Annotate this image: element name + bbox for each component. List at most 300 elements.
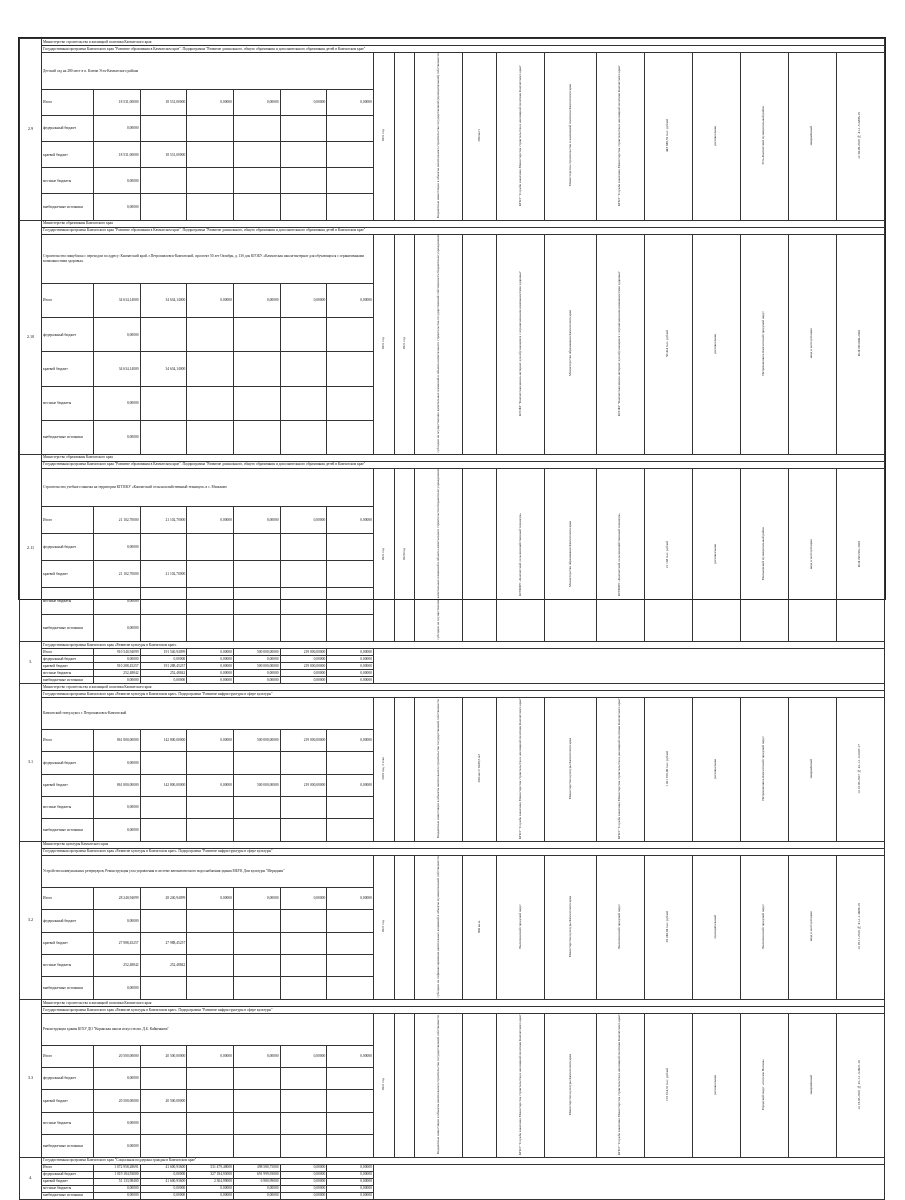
- object-attribute: от 22.05.2017 № 41-1-1-3-0107-17: [857, 743, 862, 794]
- funding-value: [327, 819, 374, 841]
- object-attribute-cell: [692, 468, 740, 641]
- funding-value: 0,00000: [187, 507, 234, 534]
- object-attribute-cell: [497, 234, 545, 454]
- funding-value: 0,00000: [327, 887, 374, 909]
- funding-value: [233, 977, 280, 999]
- funding-value: [233, 116, 280, 142]
- funding-row: [20, 1164, 885, 1171]
- funding-value: 0,00000: [187, 655, 234, 662]
- funding-value: 1 019 184,93000: [93, 1171, 140, 1178]
- object-attribute: 21 103 тыс. рублей: [665, 540, 670, 568]
- object-attribute-cell: [497, 1013, 545, 1157]
- object-attribute: КГКУ "Служба заказчика Министерства строительства и жилищной политики Камчатского края": [617, 697, 622, 840]
- funding-source-label: краевой бюджет: [42, 774, 94, 796]
- funding-value: 0,00000: [280, 90, 327, 116]
- funding-value: 0,00000: [187, 669, 234, 676]
- funding-value: 0,00000: [327, 90, 374, 116]
- funding-source-label: внебюджетные источники: [42, 1192, 94, 1199]
- funding-value: 0,00000: [93, 1068, 140, 1090]
- empty-cell: [373, 1164, 884, 1199]
- object-attribute-cell: [644, 697, 692, 841]
- object-attribute: завершённый: [809, 758, 814, 779]
- funding-value: 0,00000: [93, 910, 140, 932]
- funding-source-label: внебюджетные источники: [42, 615, 94, 642]
- object-attribute-cell: [692, 697, 740, 841]
- row-number: 3.3: [20, 999, 42, 1157]
- section-header: Министерство строительства и жилищной политики Камчатского края: [42, 39, 885, 46]
- funding-value: [233, 561, 280, 588]
- funding-value: 0,00000: [327, 774, 374, 796]
- section-header-row: [20, 46, 885, 53]
- funding-value: [327, 168, 374, 194]
- funding-value: [233, 615, 280, 642]
- section-header: Министерство культуры Камчатского края: [42, 841, 885, 848]
- funding-value: [187, 932, 234, 954]
- object-attribute-cell: [545, 53, 597, 221]
- object-attribute: 155 914,31 тыс. рублей: [665, 1067, 670, 1101]
- funding-value: [187, 352, 234, 386]
- funding-value: [280, 796, 327, 818]
- funding-source-label: федеральный бюджет: [42, 752, 94, 774]
- object-attribute-cell: [644, 1013, 692, 1157]
- object-attribute: ввод в эксплуатацию: [809, 911, 814, 942]
- funding-value: 18 531,00000: [93, 90, 140, 116]
- funding-value: [327, 1135, 374, 1157]
- object-attribute-cell: [596, 1013, 644, 1157]
- funding-source-label: федеральный бюджет: [42, 1171, 94, 1178]
- object-attribute-cell: [545, 1013, 597, 1157]
- object-attribute-cell: [394, 855, 415, 999]
- object-attribute-cell: [415, 234, 463, 454]
- funding-source-label: Итого: [42, 887, 94, 909]
- object-attribute-cell: [497, 53, 545, 221]
- funding-value: [233, 352, 280, 386]
- funding-value: [140, 588, 187, 615]
- funding-source-label: Итого: [42, 507, 94, 534]
- object-attribute: 2021 год: [380, 547, 385, 561]
- object-attribute: от 30.09.2019 № 41-1-5-0386-19: [857, 112, 862, 159]
- funding-value: 191 540,94099: [140, 648, 187, 655]
- funding-value: [327, 318, 374, 352]
- funding-value: [233, 954, 280, 976]
- funding-value: [327, 116, 374, 142]
- funding-value: 27 988,45257: [93, 932, 140, 954]
- funding-value: 0,00000: [93, 194, 140, 220]
- object-attribute: муниципальный: [713, 914, 718, 939]
- funding-value: 27 988,45257: [140, 932, 187, 954]
- funding-value: 0,00000: [280, 1185, 327, 1192]
- object-attribute: Усть-Камчатский муниципальный район: [761, 106, 766, 165]
- funding-value: [327, 142, 374, 168]
- object-name: Строительство пищеблока с переходом по адресу: Камчатский край, г.Петропавловск-Камчатский, проспект 50 лет Октября, д. 13б для КГОБУ «Камчатская школа-интернат для обучающихся с ограниченными возможностями здоровья»: [42, 234, 374, 284]
- funding-value: [327, 1112, 374, 1134]
- object-attribute: завершённый: [809, 1074, 814, 1095]
- object-attribute: Мильковский муниципальный район: [761, 527, 766, 581]
- funding-source-label: внебюджетные источники: [42, 1135, 94, 1157]
- object-attribute-cell: [394, 1013, 415, 1157]
- funding-value: 0,00000: [233, 90, 280, 116]
- object-attribute-cell: [836, 1013, 884, 1157]
- funding-value: [140, 615, 187, 642]
- section-header-row: [20, 1006, 885, 1013]
- object-attribute-cell: [497, 855, 545, 999]
- funding-source-label: Итого: [42, 1045, 94, 1067]
- investment-objects-table: [19, 38, 885, 1200]
- funding-value: [280, 588, 327, 615]
- funding-value: [187, 1090, 234, 1112]
- object-attribute-cell: [373, 855, 394, 999]
- funding-value: [187, 954, 234, 976]
- object-attribute: Городской округ «поселок Палана»: [761, 1058, 766, 1110]
- object-attribute-cell: [394, 234, 415, 454]
- funding-value: [140, 420, 187, 454]
- object-attribute: 1 021 919,00 тыс. рублей: [665, 750, 670, 787]
- object-attribute-cell: [545, 234, 597, 454]
- funding-source-label: федеральный бюджет: [42, 910, 94, 932]
- section-header: Государственная программа Камчатского края «Развитие культуры в Камчатском крае». Подпрограмма "Развитие инфраструктуры в сфере культуры": [42, 690, 885, 697]
- funding-value: 0,00000: [140, 676, 187, 683]
- object-name-row: [20, 1013, 885, 1045]
- object-attribute-cell: [644, 53, 692, 221]
- object-name: Строительство учебного манежа на территории КГПОБУ «Камчатский сельскохозяйственный техникум» в с. Мильково: [42, 468, 374, 506]
- funding-source-label: местные бюджеты: [42, 796, 94, 818]
- object-attribute-cell: [463, 855, 497, 999]
- object-attribute: 2021 год: [380, 1078, 385, 1091]
- funding-source-label: местные бюджеты: [42, 954, 94, 976]
- funding-value: 0,00000: [233, 887, 280, 909]
- object-attribute-cell: [415, 1013, 463, 1157]
- section-header-row: [20, 220, 885, 227]
- object-attribute: региональная: [713, 544, 718, 564]
- funding-value: [187, 1068, 234, 1090]
- object-attribute: КГКУ "Служба заказчика Министерства строительства и жилищной политики Камчатского края": [517, 64, 522, 207]
- funding-value: 0,00000: [93, 977, 140, 999]
- funding-value: [327, 1090, 374, 1112]
- object-attribute-cell: [836, 234, 884, 454]
- object-attribute: КГКУ "Служба заказчика Министерства строительства и жилищной политики Камчатского края": [617, 64, 622, 207]
- funding-value: 0,00000: [233, 669, 280, 676]
- funding-value: 34 634,14000: [140, 284, 187, 318]
- object-attribute: Министерство строительства и жилищной политики Камчатского края: [567, 84, 572, 187]
- funding-value: 0,00000: [280, 284, 327, 318]
- funding-value: [280, 168, 327, 194]
- funding-source-label: федеральный бюджет: [42, 318, 94, 352]
- row-number: 2.11: [20, 454, 42, 641]
- object-attribute-cell: [596, 468, 644, 641]
- object-attribute: Министерство культуры Камчатского края: [567, 737, 572, 800]
- funding-value: [280, 954, 327, 976]
- section-header: Государственная программа Камчатского края "Развитие образования в Камчатском крае". Подпрограмма "Развитие дошкольного, общего образования и дополнительного образования детей в Камчатском крае": [42, 46, 885, 53]
- object-name-row: [20, 468, 885, 506]
- object-attribute: ввод в эксплуатацию: [809, 539, 814, 570]
- section-header-row: [20, 454, 885, 461]
- section-header-row: [20, 841, 885, 848]
- object-attribute: Вилючинский городской округ: [517, 904, 522, 949]
- section-header-row: [20, 461, 885, 468]
- funding-value: 0,00000: [280, 887, 327, 909]
- funding-value: 0,00000: [187, 1185, 234, 1192]
- funding-value: 219 000,00000: [280, 648, 327, 655]
- funding-value: 498 580,75000: [233, 1164, 280, 1171]
- object-attribute: 2021 год: [380, 337, 385, 350]
- funding-source-label: местные бюджеты: [42, 1112, 94, 1134]
- funding-value: [187, 910, 234, 932]
- funding-value: [327, 194, 374, 220]
- funding-value: [140, 819, 187, 841]
- funding-value: 34 634,14000: [93, 284, 140, 318]
- funding-value: 0,00000: [93, 676, 140, 683]
- funding-value: 0,00000: [233, 284, 280, 318]
- object-attribute-cell: [740, 468, 788, 641]
- funding-source-label: краевой бюджет: [42, 352, 94, 386]
- funding-value: 0,00000: [280, 1192, 327, 1199]
- funding-value: [233, 932, 280, 954]
- funding-value: 0,00000: [327, 1045, 374, 1067]
- object-attribute-cell: [740, 697, 788, 841]
- funding-source-label: Итого: [42, 1164, 94, 1171]
- funding-value: 0,00000: [187, 662, 234, 669]
- funding-value: 0,00000: [93, 1135, 140, 1157]
- funding-value: [280, 386, 327, 420]
- funding-value: 0,00000: [93, 116, 140, 142]
- funding-value: 0,00000: [327, 1192, 374, 1199]
- section-header: Министерство образования Камчатского края: [42, 454, 885, 461]
- funding-value: 0,00000: [187, 676, 234, 683]
- funding-value: [187, 168, 234, 194]
- object-attribute-cell: [692, 53, 740, 221]
- object-attribute-cell: [692, 234, 740, 454]
- object-attribute: субсидии на осуществление капитальных вложений в объекты капитального строительства государственной собственности бюджетным учреждениям: [435, 234, 440, 453]
- object-attribute-cell: [394, 468, 415, 641]
- funding-value: 219 000,00000: [280, 662, 327, 669]
- object-attribute: 443 848,55 тыс. рублей: [665, 118, 670, 152]
- object-attribute: региональная: [713, 125, 718, 146]
- funding-value: 0,00000: [93, 1192, 140, 1199]
- funding-value: [187, 588, 234, 615]
- row-number: 3.2: [20, 841, 42, 999]
- object-attribute-cell: [415, 697, 463, 841]
- funding-value: 20 500,00000: [93, 1090, 140, 1112]
- object-attribute-cell: [373, 53, 394, 221]
- object-attribute-cell: [596, 697, 644, 841]
- funding-value: [327, 910, 374, 932]
- funding-value: 0,00000: [187, 774, 234, 796]
- empty-cell: [373, 648, 884, 683]
- funding-source-label: местные бюджеты: [42, 588, 94, 615]
- section-header-row: [20, 1157, 885, 1164]
- funding-value: 0,00000: [187, 284, 234, 318]
- funding-value: [280, 1090, 327, 1112]
- funding-value: [233, 588, 280, 615]
- object-attribute: 2021 год: [380, 920, 385, 933]
- funding-source-label: Итого: [42, 284, 94, 318]
- funding-value: [233, 1068, 280, 1090]
- funding-value: [187, 318, 234, 352]
- funding-value: 500 000,00000: [233, 774, 280, 796]
- funding-value: [280, 1068, 327, 1090]
- funding-value: [140, 1112, 187, 1134]
- funding-value: 0,00000: [187, 648, 234, 655]
- object-attribute: Министерство образования Камчатского края: [567, 521, 572, 588]
- row-number: 3.1: [20, 683, 42, 841]
- object-attribute-cell: [836, 855, 884, 999]
- funding-value: 500 000,00000: [233, 648, 280, 655]
- funding-value: [280, 1135, 327, 1157]
- object-name: Устройство коммунальных резервуаров, Реконструкция узла управления в системе автоматического водоснабжения здания МБУК Дом культуры "Меридиан": [42, 855, 374, 887]
- funding-value: [187, 561, 234, 588]
- section-header-row: [20, 39, 885, 46]
- funding-value: 21 102,70000: [93, 507, 140, 534]
- object-attribute-cell: [463, 468, 497, 641]
- funding-value: 0,00000: [93, 655, 140, 662]
- funding-value: 252,48842: [93, 954, 140, 976]
- object-attribute-cell: [740, 53, 788, 221]
- funding-value: [140, 796, 187, 818]
- object-attribute-cell: [463, 234, 497, 454]
- funding-source-label: краевой бюджет: [42, 1178, 94, 1185]
- funding-value: 0,00000: [93, 386, 140, 420]
- funding-value: 861 800,00000: [93, 774, 140, 796]
- funding-value: [233, 420, 280, 454]
- funding-value: [140, 168, 187, 194]
- funding-value: [327, 352, 374, 386]
- funding-value: [187, 977, 234, 999]
- section-header: Министерство образования Камчатского края: [42, 220, 885, 227]
- object-attribute: 280 мест: [476, 129, 481, 142]
- funding-value: [280, 534, 327, 561]
- funding-value: 0,00000: [280, 1045, 327, 1067]
- funding-value: 0,00000: [233, 655, 280, 662]
- funding-value: 21 102,70000: [140, 507, 187, 534]
- object-attribute: завершённый: [809, 125, 814, 146]
- funding-value: 910 540,94099: [93, 648, 140, 655]
- row-number: 3.: [20, 641, 42, 683]
- funding-value: [140, 910, 187, 932]
- funding-source-label: местные бюджеты: [42, 669, 94, 676]
- funding-value: 327 184,93000: [187, 1171, 234, 1178]
- funding-source-label: краевой бюджет: [42, 142, 94, 168]
- funding-value: 0,00000: [233, 676, 280, 683]
- funding-value: [233, 534, 280, 561]
- object-attribute: 50 414 тыс. рублей: [665, 329, 670, 357]
- funding-value: [280, 318, 327, 352]
- funding-source-label: Итого: [42, 729, 94, 751]
- funding-value: 252,48842: [140, 954, 187, 976]
- funding-value: 0,00000: [93, 168, 140, 194]
- funding-value: [187, 420, 234, 454]
- funding-value: [187, 1112, 234, 1134]
- object-attribute-cell: [463, 1013, 497, 1157]
- object-attribute-cell: [788, 697, 836, 841]
- funding-value: 0,00000: [327, 669, 374, 676]
- section-header-row: [20, 690, 885, 697]
- object-attribute-cell: [596, 234, 644, 454]
- funding-value: [327, 932, 374, 954]
- object-attribute: Министерство образования Камчатского края: [567, 310, 572, 377]
- funding-value: 51 133,98400: [93, 1178, 140, 1185]
- section-header-row: [20, 227, 885, 234]
- section-header: Государственная программа Камчатского края «Развитие культуры в Камчатском крае». Подпрограмма "Развитие инфраструктуры в сфере культуры": [42, 848, 885, 855]
- object-name-row: [20, 855, 885, 887]
- object-attribute: Министерство культуры Камчатского края: [567, 895, 572, 958]
- object-attribute: региональная: [713, 758, 718, 779]
- document-table-sheet: [18, 37, 886, 1198]
- funding-value: 0,00000: [140, 1192, 187, 1199]
- object-attribute: КГОБУ "Камчатская школа-интернат для обучающихся с ограниченными возможностями здоровья": [517, 270, 522, 416]
- funding-value: 0,00000: [327, 1164, 374, 1171]
- funding-value: 0,00000: [280, 1164, 327, 1171]
- object-attribute-cell: [740, 234, 788, 454]
- object-attribute: 28 240,94 тыс. рублей: [665, 910, 670, 943]
- object-name: Реконструкция здания КГБУ ДО "Корякская школа искусств им. Д.Б. Кайкеянова": [42, 1013, 374, 1045]
- object-attribute: 900 кв.м.: [476, 919, 481, 933]
- funding-value: 142 800,00000: [140, 774, 187, 796]
- row-number: 4.: [20, 1157, 42, 1199]
- funding-value: 0,00000: [93, 1112, 140, 1134]
- funding-value: [187, 142, 234, 168]
- funding-value: [140, 116, 187, 142]
- funding-value: [280, 194, 327, 220]
- funding-value: [280, 142, 327, 168]
- object-attribute-cell: [788, 53, 836, 221]
- funding-source-label: Итого: [42, 90, 94, 116]
- funding-value: 0,00000: [280, 669, 327, 676]
- object-name-row: [20, 697, 885, 729]
- object-attribute: КГПОБУ «Камчатский сельскохозяйственный техникум»: [617, 512, 622, 596]
- object-attribute: КГОБУ "Камчатская школа-интернат для обучающихся с ограниченными возможностями здоровья": [617, 270, 622, 416]
- funding-value: 219 000,00000: [280, 774, 327, 796]
- object-attribute-cell: [373, 234, 394, 454]
- section-header: Министерство строительства и жилищной политики Камчатского края: [42, 999, 885, 1006]
- funding-value: [140, 194, 187, 220]
- funding-value: 0,00000: [233, 1192, 280, 1199]
- object-attribute: 2020 год: [401, 547, 406, 561]
- funding-source-label: краевой бюджет: [42, 662, 94, 669]
- object-attribute-cell: [415, 468, 463, 641]
- funding-value: [233, 1112, 280, 1134]
- object-attribute-cell: [692, 1013, 740, 1157]
- object-attribute-cell: [394, 53, 415, 221]
- funding-value: [187, 194, 234, 220]
- funding-source-label: федеральный бюджет: [42, 116, 94, 142]
- funding-value: 0,00000: [140, 655, 187, 662]
- object-attribute: от 29.11.2019 № 41-1-1-0009-19: [857, 903, 862, 950]
- object-attribute-cell: [788, 1013, 836, 1157]
- funding-value: [327, 954, 374, 976]
- object-attribute: субсидии на софинансирование капитальных вложений в объекты муниципальной собственности: [435, 855, 440, 998]
- funding-value: [140, 977, 187, 999]
- funding-value: 0,00000: [327, 507, 374, 534]
- funding-value: 0,00000: [327, 1171, 374, 1178]
- funding-value: 0,00000: [140, 1171, 187, 1178]
- funding-value: 6 980,99000: [233, 1178, 280, 1185]
- object-attribute-cell: [373, 468, 394, 641]
- object-attribute: КГКУ "Служба заказчика Министерства строительства и жилищной политики Камчатского края": [617, 1013, 622, 1155]
- object-attribute-cell: [644, 468, 692, 641]
- funding-value: [233, 194, 280, 220]
- funding-source-label: федеральный бюджет: [42, 655, 94, 662]
- funding-value: [327, 752, 374, 774]
- object-attribute: субсидии на осуществление капитальных вложений в объекты капитального строительства бюджетным учреждениям: [435, 468, 440, 640]
- funding-value: 0,00000: [327, 1178, 374, 1185]
- funding-value: 21 102,70000: [140, 561, 187, 588]
- funding-value: 0,00000: [93, 318, 140, 352]
- object-attribute-cell: [596, 855, 644, 999]
- object-attribute: 2021 год: [380, 129, 385, 142]
- object-attribute-cell: [644, 234, 692, 454]
- funding-value: [327, 977, 374, 999]
- object-attribute: региональная: [713, 1074, 718, 1095]
